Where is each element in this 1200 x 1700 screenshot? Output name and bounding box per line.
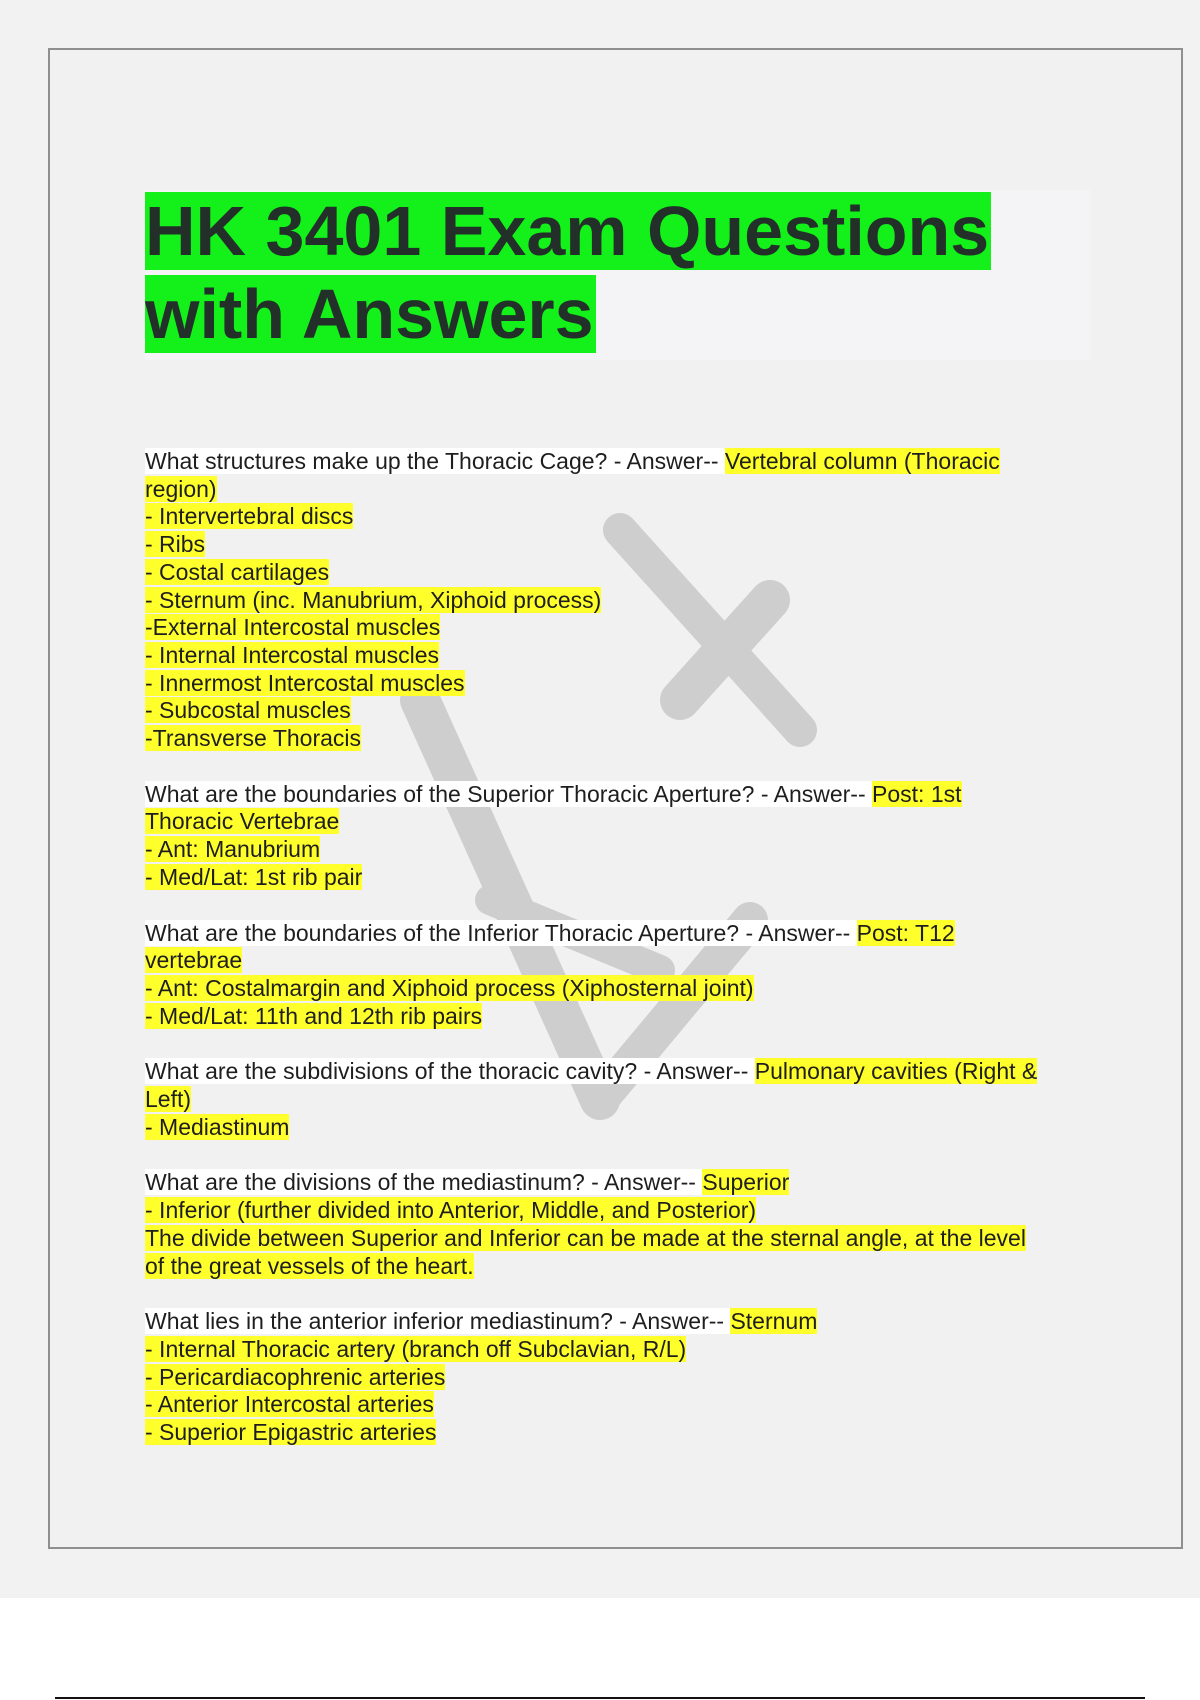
question-text: What are the boundaries of the Superior Thoracic Aperture? - Answer-- [145, 780, 873, 807]
question-text: What structures make up the Thoracic Cage? - Answer-- [145, 448, 725, 474]
answer-line: -Transverse Thoracis [145, 725, 362, 752]
qa-item [145, 1169, 1090, 1280]
answer-line: Sternum [730, 1308, 818, 1335]
answer-line: - Mediastinum [145, 1113, 290, 1140]
bottom-divider [55, 1697, 1145, 1699]
answer-line: The divide between Superior and Inferior can be made at the sternal angle, at the level [145, 1224, 1026, 1251]
answer-line: - Pericardiacophrenic arteries [145, 1363, 446, 1390]
answer-line: - Innermost Intercostal muscles [145, 669, 465, 696]
question-text: What are the divisions of the mediastinum? - Answer-- [145, 1169, 703, 1196]
qa-item [145, 781, 1090, 892]
answer-line: - Superior Epigastric arteries [145, 1419, 437, 1446]
question-text: What are the boundaries of the Inferior Thoracic Aperture? - Answer-- [145, 919, 857, 946]
answer-line: Pulmonary cavities (Right & [754, 1058, 1038, 1085]
page-bottom-margin [0, 1598, 1200, 1700]
title-line-1: HK 3401 Exam Questions [145, 192, 990, 270]
answer-line: - Internal Thoracic artery (branch off Subclavian, R/L) [145, 1335, 687, 1362]
answer-line: Post: 1st [872, 780, 962, 807]
qa-item [145, 920, 1090, 1031]
answer-line: - Sternum (inc. Manubrium, Xiphoid process) [145, 586, 602, 613]
question-text: What are the subdivisions of the thoracic cavity? - Answer-- [145, 1058, 755, 1085]
qa-item [145, 1058, 1090, 1141]
answer-line: - Ant: Manubrium [145, 836, 321, 863]
title-line-2: with Answers [145, 275, 594, 353]
answer-line: -External Intercostal muscles [145, 614, 441, 641]
qa-item [145, 448, 1090, 753]
qa-list [145, 448, 1090, 1475]
answer-line: vertebrae [145, 947, 243, 974]
answer-line: - Intervertebral discs [145, 503, 354, 530]
answer-line: - Costal cartilages [145, 558, 330, 585]
page-title [145, 190, 1090, 360]
answer-line: - Ribs [145, 531, 206, 558]
answer-line: Thoracic Vertebrae [145, 808, 340, 835]
answer-line: - Subcostal muscles [145, 697, 351, 724]
answer-line: Post: T12 [856, 919, 955, 946]
answer-line: region) [145, 475, 217, 502]
answer-line: - Ant: Costalmargin and Xiphoid process (Xiphosternal joint) [145, 974, 754, 1001]
answer-line: of the great vessels of the heart. [145, 1252, 474, 1279]
question-text: What lies in the anterior inferior mediastinum? - Answer-- [145, 1308, 731, 1335]
answer-line: - Anterior Intercostal arteries [145, 1391, 434, 1418]
answer-line: Superior [702, 1169, 790, 1196]
answer-line: - Internal Intercostal muscles [145, 641, 440, 668]
answer-line: - Med/Lat: 1st rib pair [145, 863, 363, 890]
answer-line: - Med/Lat: 11th and 12th rib pairs [145, 1002, 483, 1029]
answer-line: Vertebral column (Thoracic [724, 448, 1000, 474]
answer-line: Left) [145, 1086, 192, 1113]
answer-line: - Inferior (further divided into Anterior, Middle, and Posterior) [145, 1197, 757, 1224]
qa-item [145, 1308, 1090, 1447]
